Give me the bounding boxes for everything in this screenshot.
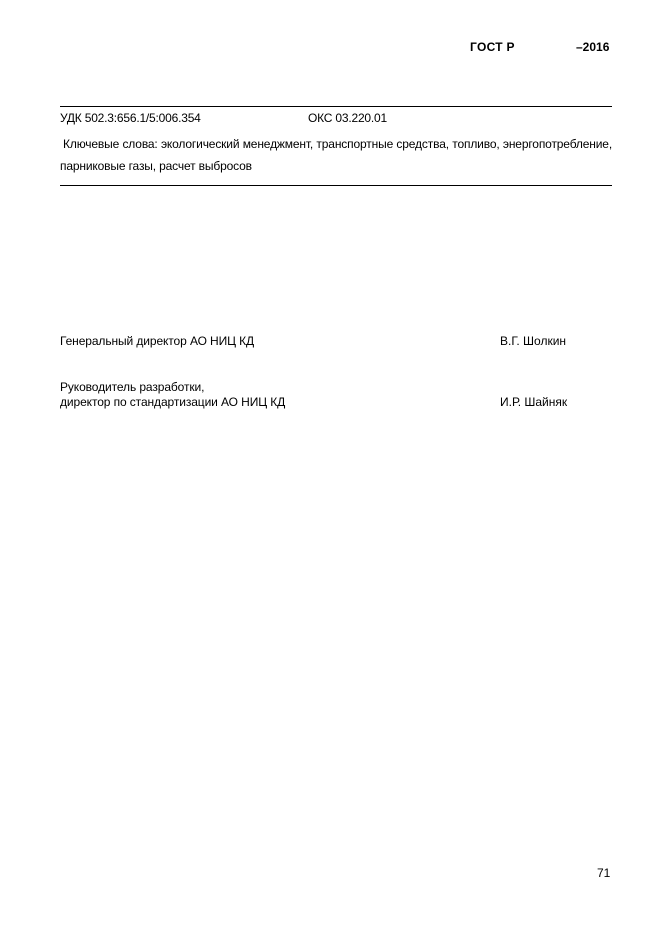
bottom-divider: [60, 185, 612, 186]
oks-code: ОКС 03.220.01: [308, 111, 387, 125]
top-divider: [60, 106, 612, 107]
standard-designation: ГОСТ Р: [470, 40, 515, 54]
keywords-paragraph: Ключевые слова: экологический менеджмент, транспортные средства, топливо, энергопотребление, парниковые газы, расчет выбросов: [60, 137, 612, 173]
signature-title: [60, 380, 285, 410]
signature-title-line: Руководитель разработки,: [60, 380, 205, 394]
udk-code: УДК 502.3:656.1/5:006.354: [60, 111, 201, 125]
page-number: 71: [597, 866, 611, 880]
signature-title-line: Генеральный директор АО НИЦ КД: [60, 334, 255, 348]
signature-title-line: директор по стандартизации АО НИЦ КД: [60, 395, 286, 409]
standard-year: –2016: [576, 40, 610, 54]
signature-name: И.Р. Шайняк: [500, 395, 568, 409]
signature-name: В.Г. Шолкин: [500, 334, 567, 348]
signature-title: [60, 334, 254, 349]
